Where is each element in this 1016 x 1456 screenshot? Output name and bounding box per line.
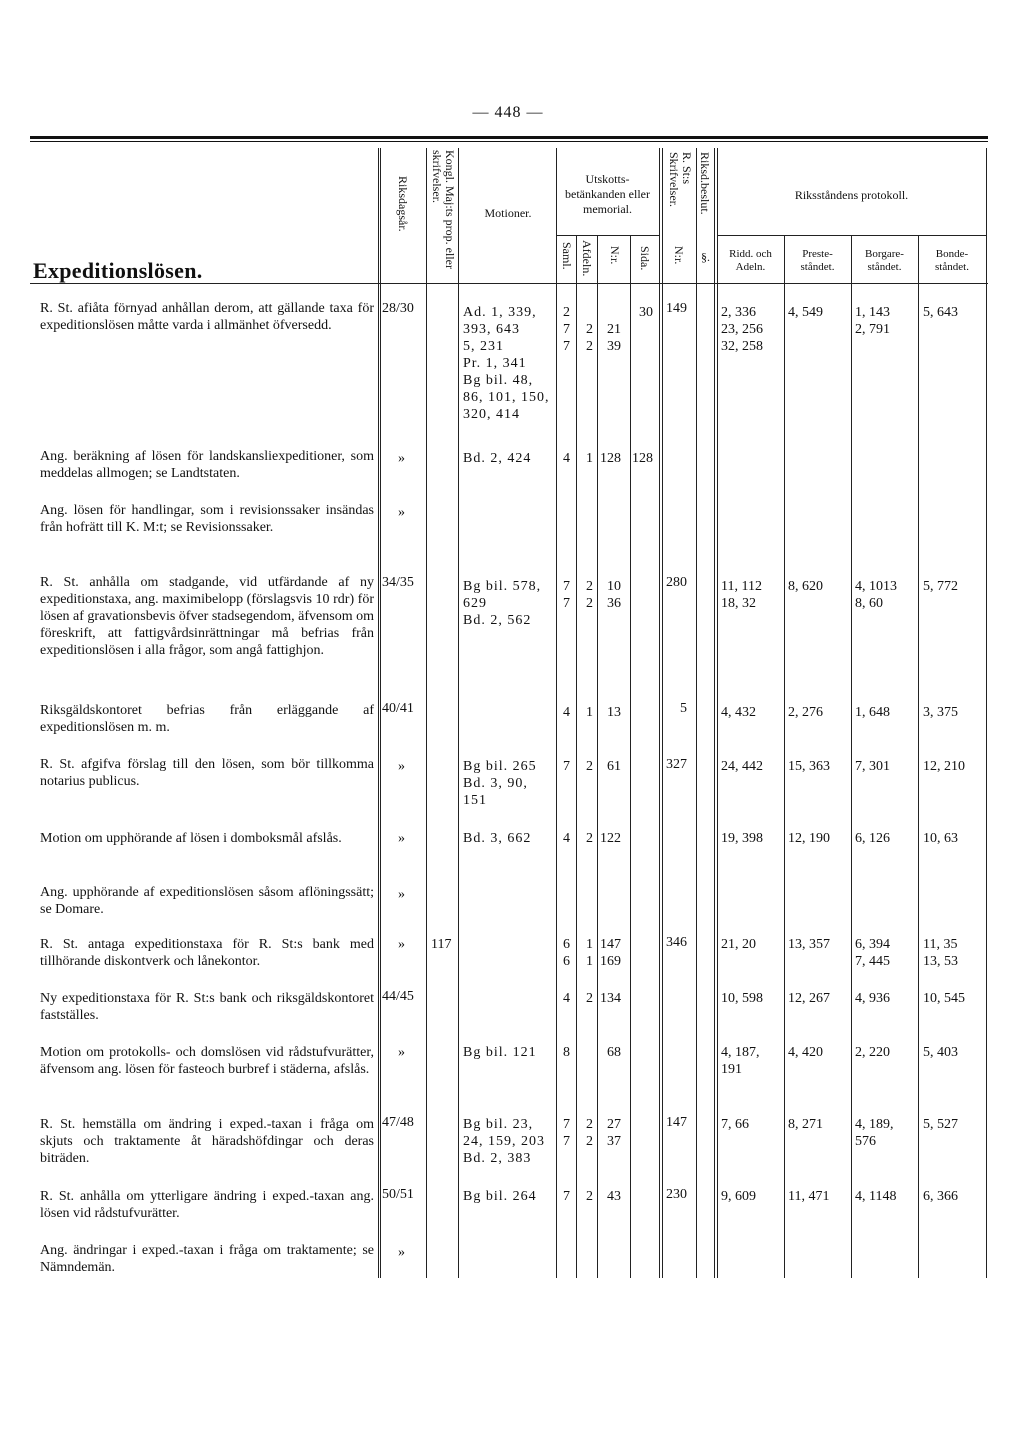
row-borgare: 4, 936 xyxy=(855,991,890,1006)
row-borgare: 2, 220 xyxy=(855,1045,890,1060)
header-ridd: Ridd. och Adeln. xyxy=(729,248,772,273)
row-motioner: Bd. 3, 662 xyxy=(463,831,532,846)
row-saml: 8 xyxy=(563,1045,570,1060)
row-year: 40/41 xyxy=(382,701,414,716)
row-desc: Ang. lösen för handlingar, som i revisionssaker insändas från hofrätt till K. M:t; se Revisionssaker. xyxy=(40,503,374,535)
row-ridd: 4, 187, 191 xyxy=(721,1045,760,1077)
header-utskotts: Utskotts- betänkanden eller memorial. xyxy=(565,172,650,216)
row-motioner: Bg bil. 264 xyxy=(463,1189,537,1204)
header-riksd-beslut: Riksd.beslut. xyxy=(698,152,712,215)
row-nr: 43 xyxy=(607,1189,621,1204)
row-saml: 7 7 xyxy=(563,579,570,611)
row-saml: 4 xyxy=(563,991,570,1006)
row-afdeln: 2 2 xyxy=(586,579,593,611)
row-desc: R. St. hemställa om ändring i exped.-taxan i fråga om skjuts och traktamente åt häradshöfdingar och deras biträden. xyxy=(40,1117,374,1166)
row-preste: 8, 620 xyxy=(788,579,823,594)
col-divider xyxy=(714,148,715,1278)
row-bonde: 5, 403 xyxy=(923,1045,958,1060)
top-rule xyxy=(30,136,988,139)
row-year: 34/35 xyxy=(382,575,414,590)
col-divider xyxy=(986,148,987,1278)
row-bonde: 6, 366 xyxy=(923,1189,958,1204)
col-divider xyxy=(378,148,379,1278)
row-year: » xyxy=(398,1245,405,1260)
row-saml: 6 6 xyxy=(563,937,570,969)
row-nr: 61 xyxy=(607,759,621,774)
row-kongl: 117 xyxy=(431,937,452,952)
col-divider xyxy=(696,148,697,1278)
col-divider xyxy=(918,236,919,1278)
row-sida: 30 xyxy=(639,305,653,320)
col-divider xyxy=(458,148,459,1278)
top-rule-thin xyxy=(30,141,988,142)
row-desc: Ang. upphörande af expeditionslösen såsom aflöningssätt; se Domare. xyxy=(40,885,374,917)
row-saml: 7 7 xyxy=(563,1117,570,1149)
row-rsts: 230 xyxy=(666,1187,687,1202)
row-bonde: 5, 643 xyxy=(923,305,958,320)
row-year: » xyxy=(398,505,405,520)
col-divider xyxy=(717,148,718,1278)
row-bonde: 10, 545 xyxy=(923,991,965,1006)
row-rsts: 5 xyxy=(680,701,687,716)
row-desc: R. St. anhålla om stadgande, vid utfärdande af ny expeditionstaxa, ang. maximibelopp (förslagsvis 10 rdr) för lösen af gravationsbevis öfver stadsegendom, äfvensom om föreskrift, att fattigvårdsinrättningar må befrias från expeditionslösen i alla frågor, som angå fattighjon. xyxy=(40,575,374,658)
row-afdeln: 2 xyxy=(586,759,593,774)
page-number: — 448 — xyxy=(472,104,544,121)
row-year: » xyxy=(398,451,405,466)
row-desc: Ny expeditionstaxa för R. St:s bank och riksgäldskontoret fastställes. xyxy=(40,991,374,1023)
row-year: 50/51 xyxy=(382,1187,414,1202)
row-afdeln: 1 1 xyxy=(586,937,593,969)
row-bonde: 10, 63 xyxy=(923,831,958,846)
row-saml: 4 xyxy=(563,831,570,846)
row-borgare: 4, 1148 xyxy=(855,1189,897,1204)
row-borgare: 6, 126 xyxy=(855,831,890,846)
row-borgare: 4, 1013 8, 60 xyxy=(855,579,897,611)
row-rsts: 149 xyxy=(666,301,687,316)
row-nr: 128 xyxy=(600,451,621,466)
row-ridd: 7, 66 xyxy=(721,1117,749,1132)
row-nr: 10 36 xyxy=(607,579,621,611)
header-nr: N:r. xyxy=(608,246,622,265)
row-motioner: Bg bil. 121 xyxy=(463,1045,537,1060)
row-preste: 2, 276 xyxy=(788,705,823,720)
row-afdeln: 1 xyxy=(586,705,593,720)
row-nr: 27 37 xyxy=(607,1117,621,1149)
row-borgare: 1, 648 xyxy=(855,705,890,720)
row-preste: 8, 271 xyxy=(788,1117,823,1132)
row-desc: R. St. antaga expeditionstaxa för R. St:s bank med tillhörande diskontverk och lånekontor. xyxy=(40,937,374,969)
row-preste: 4, 549 xyxy=(788,305,823,320)
col-divider xyxy=(380,148,381,1278)
row-nr: 122 xyxy=(600,831,621,846)
row-motioner: Ad. 1, 339, 393, 643 5, 231 Pr. 1, 341 Bg bil. 48, 86, 101, 150, 320, 414 xyxy=(463,305,550,422)
header-preste: Preste- ståndet. xyxy=(800,248,835,273)
row-preste: 13, 357 xyxy=(788,937,830,952)
row-afdeln: 2 2 xyxy=(586,322,593,354)
row-ridd: 19, 398 xyxy=(721,831,763,846)
col-divider xyxy=(851,236,852,1278)
row-year: » xyxy=(398,887,405,902)
col-divider xyxy=(556,148,557,1278)
header-rsts-nr: N:r. xyxy=(672,246,686,265)
row-afdeln: 2 xyxy=(586,831,593,846)
header-sida: Sida. xyxy=(638,246,652,271)
row-desc: Motion om upphörande af lösen i domboksmål afslås. xyxy=(40,831,342,846)
row-saml: 7 xyxy=(563,759,570,774)
row-bonde: 11, 35 13, 53 xyxy=(923,937,958,969)
section-title: Expeditionslösen. xyxy=(33,258,203,283)
row-motioner: Bd. 2, 424 xyxy=(463,451,532,466)
row-rsts: 147 xyxy=(666,1115,687,1130)
row-nr: 13 xyxy=(607,705,621,720)
row-borgare: 1, 143 2, 791 xyxy=(855,305,890,337)
row-desc: Ang. ändringar i exped.-taxan i fråga om traktamente; se Nämndemän. xyxy=(40,1243,374,1275)
row-preste: 12, 190 xyxy=(788,831,830,846)
row-motioner: Bg bil. 578, 629 Bd. 2, 562 xyxy=(463,579,542,628)
row-year: » xyxy=(398,1045,405,1060)
row-ridd: 2, 336 23, 256 32, 258 xyxy=(721,305,763,354)
row-bonde: 5, 772 xyxy=(923,579,958,594)
row-ridd: 4, 432 xyxy=(721,705,756,720)
row-borgare: 7, 301 xyxy=(855,759,890,774)
row-year: » xyxy=(398,831,405,846)
row-ridd: 11, 112 18, 32 xyxy=(721,579,762,611)
row-desc: Motion om protokolls- och domslösen vid rådstufvurätter, äfvensom ang. lösen för fasteoch burbref i städerna, afslås. xyxy=(40,1045,374,1077)
header-sub-rule xyxy=(556,235,659,236)
header-kongl: Kongl. Maj:ts prop. eller skrifvelser. xyxy=(430,150,457,269)
row-borgare: 6, 394 7, 445 xyxy=(855,937,890,969)
row-borgare: 4, 189, 576 xyxy=(855,1117,894,1149)
col-divider xyxy=(662,148,663,1278)
row-desc: R. St. afiåta förnyad anhållan derom, att gällande taxa för expeditionslösen måtte varda i allmänhet öfversedd. xyxy=(40,301,374,333)
row-ridd: 9, 609 xyxy=(721,1189,756,1204)
row-desc: R. St. anhålla om ytterligare ändring i exped.-taxan ang. lösen vid rådstufvurätter. xyxy=(40,1189,374,1221)
header-protokoll: Riksståndens protokoll. xyxy=(794,188,909,202)
header-borgare: Borgare- ståndet. xyxy=(865,248,904,273)
header-bottom-rule xyxy=(30,283,988,284)
row-nr: 21 39 xyxy=(607,322,621,354)
row-year: » xyxy=(398,937,405,952)
header-saml: Saml. xyxy=(560,242,574,270)
col-divider xyxy=(784,236,785,1278)
header-afdeln: Afdeln. xyxy=(580,240,594,277)
row-rsts: 327 xyxy=(666,757,687,772)
row-preste: 11, 471 xyxy=(788,1189,830,1204)
col-divider xyxy=(630,236,631,1278)
row-rsts: 346 xyxy=(666,935,687,950)
row-ridd: 24, 442 xyxy=(721,759,763,774)
row-afdeln: 2 xyxy=(586,991,593,1006)
header-riksdagsar: Riksdagsår. xyxy=(396,176,410,232)
header-paragraph: §. xyxy=(701,250,710,264)
row-year: » xyxy=(398,759,405,774)
row-afdeln: 2 2 xyxy=(586,1117,593,1149)
header-bonde: Bonde- ståndet. xyxy=(935,248,969,273)
row-nr: 147 169 xyxy=(600,937,621,969)
row-rsts: 280 xyxy=(666,575,687,590)
row-bonde: 12, 210 xyxy=(923,759,965,774)
col-divider xyxy=(426,148,427,1278)
row-nr: 134 xyxy=(600,991,621,1006)
header-rsts: R. St:s Skrifvelser. xyxy=(667,152,694,207)
row-sida: 128 xyxy=(632,451,653,466)
header-motioner: Motioner. xyxy=(484,206,532,220)
row-afdeln: 2 xyxy=(586,1189,593,1204)
row-afdeln: 1 xyxy=(586,451,593,466)
row-year: 47/48 xyxy=(382,1115,414,1130)
row-desc: Riksgäldskontoret befrias från erläggande af expeditionslösen m. m. xyxy=(40,703,374,735)
row-saml: 4 xyxy=(563,451,570,466)
row-ridd: 21, 20 xyxy=(721,937,756,952)
row-preste: 15, 363 xyxy=(788,759,830,774)
row-year: 44/45 xyxy=(382,989,414,1004)
row-preste: 12, 267 xyxy=(788,991,830,1006)
row-desc: Ang. beräkning af lösen för landskansliexpeditioner, som meddelas allmogen; se Landtstaten. xyxy=(40,449,374,481)
col-divider xyxy=(576,236,577,1278)
header-sub-rule xyxy=(717,235,986,236)
row-desc: R. St. afgifva förslag till den lösen, som bör tillkomma notarius publicus. xyxy=(40,757,374,789)
row-nr: 68 xyxy=(607,1045,621,1060)
row-bonde: 5, 527 xyxy=(923,1117,958,1132)
row-saml: 4 xyxy=(563,705,570,720)
row-ridd: 10, 598 xyxy=(721,991,763,1006)
col-divider xyxy=(659,148,660,1278)
row-saml: 7 xyxy=(563,1189,570,1204)
row-motioner: Bg bil. 265 Bd. 3, 90, 151 xyxy=(463,759,537,808)
row-year: 28/30 xyxy=(382,301,414,316)
row-bonde: 3, 375 xyxy=(923,705,958,720)
row-saml: 2 7 7 xyxy=(563,305,570,354)
col-divider xyxy=(597,236,598,1278)
row-preste: 4, 420 xyxy=(788,1045,823,1060)
row-motioner: Bg bil. 23, 24, 159, 203 Bd. 2, 383 xyxy=(463,1117,545,1166)
